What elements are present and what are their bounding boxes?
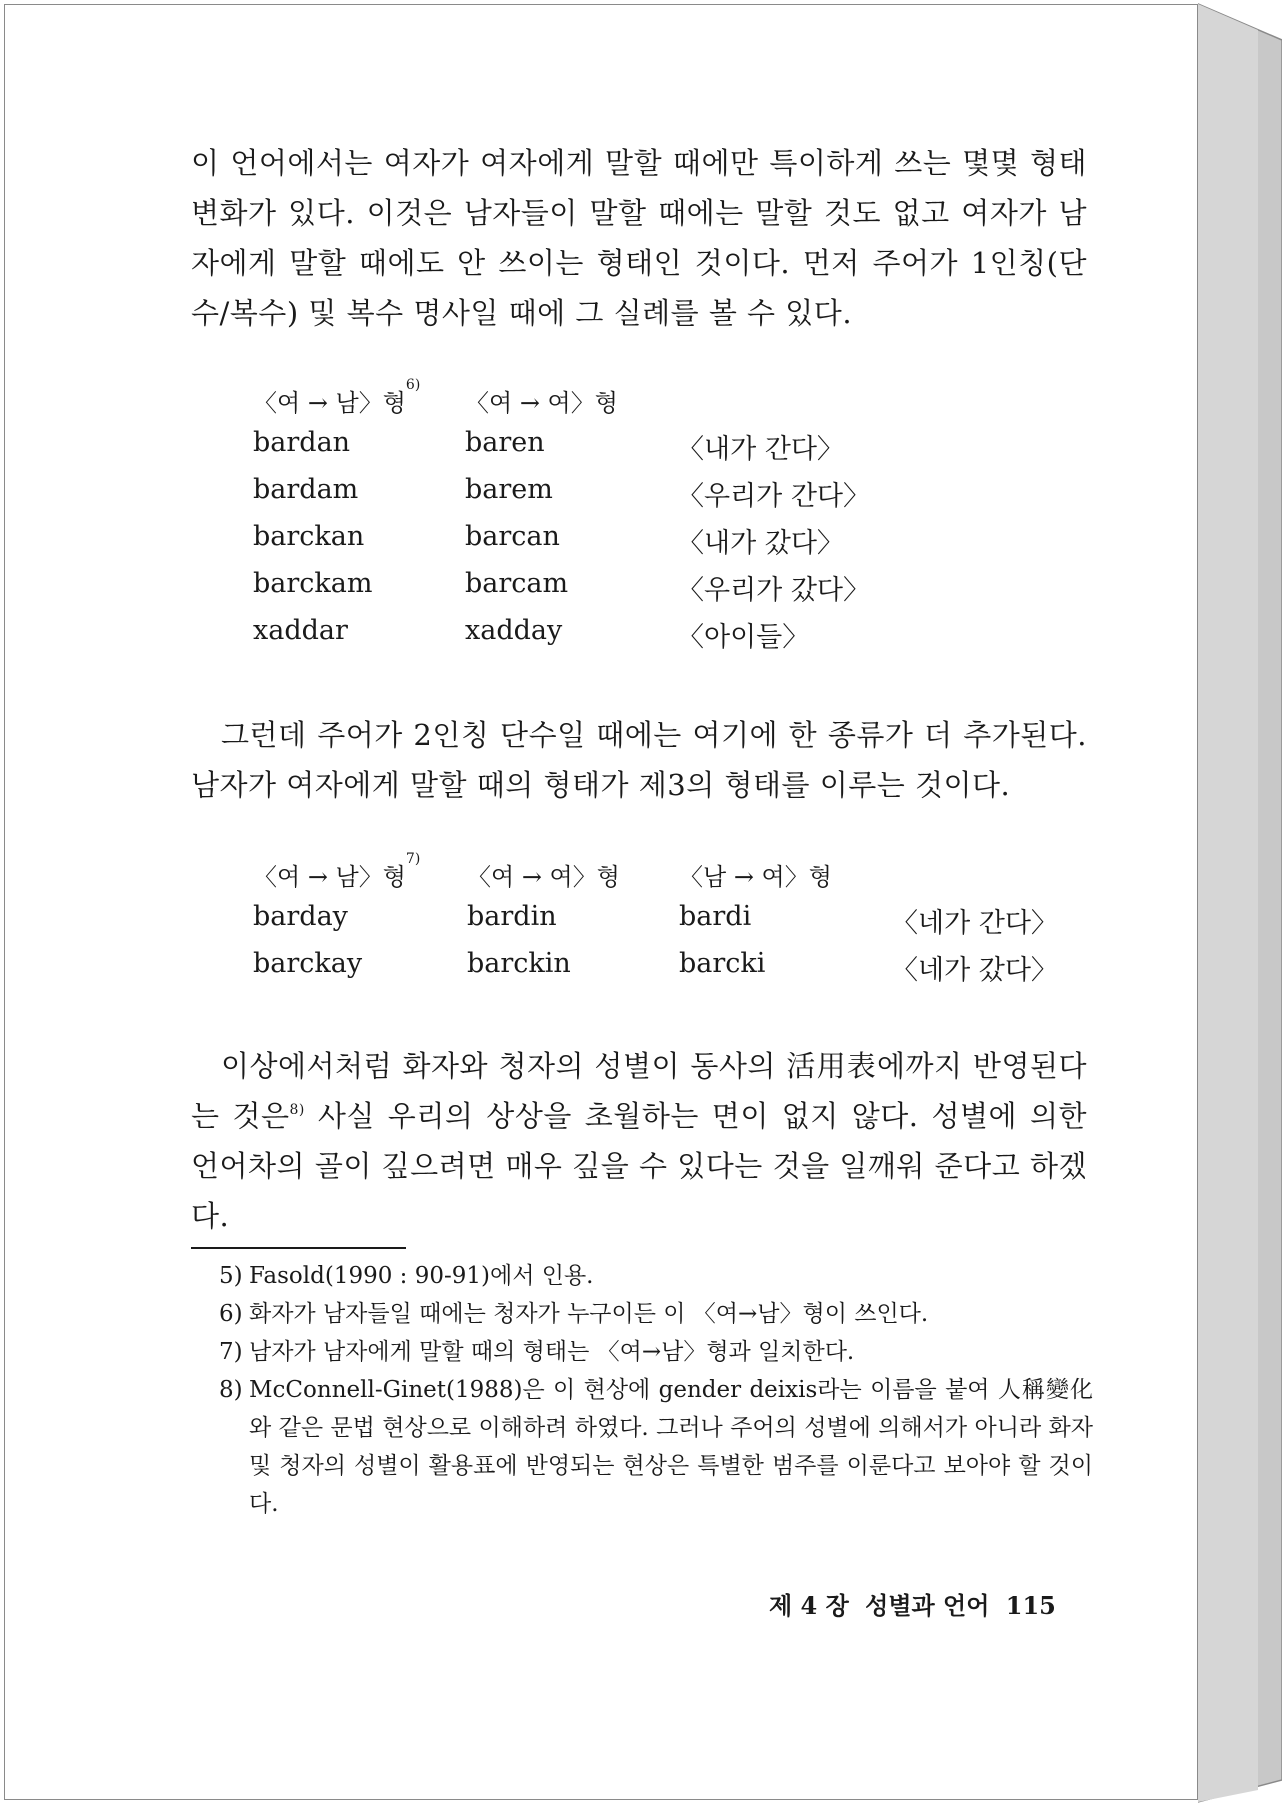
paragraph-3-text-before: 이상에서처럼 화자와 청자의 성별이 동사의 活用表에까지 반영된다는 것은 [191, 1049, 1087, 1133]
header-female-to-female: 〈여 → 여〉형 [465, 389, 618, 417]
gloss: 〈우리가 간다〉 [677, 481, 870, 512]
paragraph-3 [191, 1041, 1087, 1241]
footnote-text: Fasold(1990 : 90-91)에서 인용. [249, 1263, 594, 1289]
form-female-to-male: bardan [253, 427, 351, 458]
form-female-to-female: barcam [465, 568, 569, 599]
footnote-number: 8) [219, 1377, 243, 1403]
form-male-to-female: bardi [679, 901, 752, 932]
footnote-text: 남자가 남자에게 말할 때의 형태는 〈여→남〉형과 일치한다. [249, 1339, 855, 1365]
paragraph-2: 그런데 주어가 2인칭 단수일 때에는 여기에 한 종류가 더 추가된다. 남자가 여자에게 말할 때의 형태가 제3의 형태를 이루는 것이다. [191, 718, 1087, 802]
paragraph-3-text-after: 사실 우리의 상상을 초월하는 면이 없지 않다. 성별에 의한 언어차의 골이 깊으려면 매우 깊을 수 있다는 것을 일깨워 준다고 하겠다. [191, 1099, 1087, 1233]
header-female-to-male: 〈여 → 남〉형$^{6)}$ [253, 377, 421, 417]
form-male-to-female: barcki [679, 948, 766, 979]
gloss: 〈우리가 갔다〉 [677, 575, 870, 606]
form-female-to-male: bardam [253, 474, 359, 505]
header-female-to-female: 〈여 → 여〉형 [467, 863, 620, 891]
gloss: 〈내가 간다〉 [677, 434, 844, 465]
form-female-to-male: barday [253, 901, 348, 932]
footnote-number: 7) [219, 1339, 243, 1365]
page-number: 115 [1005, 1591, 1056, 1620]
form-female-to-male: barckam [253, 568, 373, 599]
header-male-to-female: 〈남 → 여〉형 [679, 863, 832, 891]
chapter-title: 성별과 언어 [865, 1591, 990, 1620]
page-footer [769, 1586, 1064, 1621]
book-page [4, 4, 1198, 1800]
form-female-to-female: barcan [465, 521, 560, 552]
footnote-7 [219, 1333, 1093, 1371]
footnote-number: 6) [219, 1301, 243, 1327]
footnote-5 [219, 1257, 1093, 1295]
form-female-to-female: baren [465, 427, 545, 458]
form-female-to-male: barckan [253, 521, 365, 552]
footnote-divider [191, 1247, 406, 1249]
footnote-ref-8: 8) [289, 1102, 305, 1118]
footnote-text: McConnell-Ginet(1988)은 이 현상에 gender deixis라는 이름을 붙여 人稱變化와 같은 문법 현상으로 이해하려 하였다. 그러나 주어의 성별에 의해서가 아니라 화자 및 청자의 성별이 활용표에 반영되는 현상은 특별한 범주를 이룬다고 보아야 할 것이다. [249, 1377, 1093, 1517]
gloss: 〈내가 갔다〉 [677, 528, 844, 559]
form-female-to-female: xadday [465, 615, 563, 646]
footnote-number: 5) [219, 1263, 243, 1289]
form-female-to-male: barckay [253, 948, 363, 979]
form-female-to-male: xaddar [253, 615, 348, 646]
form-female-to-female: barckin [467, 948, 571, 979]
footnote-6 [219, 1295, 1093, 1333]
footnote-ref-7: 7) [405, 851, 421, 867]
footnote-8 [219, 1371, 1093, 1523]
gloss: 〈네가 갔다〉 [891, 955, 1058, 986]
form-female-to-female: barem [465, 474, 553, 505]
book-spine [1198, 0, 1282, 1806]
paragraph-1: 이 언어에서는 여자가 여자에게 말할 때에만 특이하게 쓰는 몇몇 형태 변화가 있다. 이것은 남자들이 말할 때에는 말할 것도 없고 여자가 남자에게 말할 때에도 안 쓰이는 형태인 것이다. 먼저 주어가 1인칭(단수/복수) 및 복수 명사일 때에 그 실례를 볼 수 있다. [191, 146, 1087, 330]
form-female-to-female: bardin [467, 901, 557, 932]
footnotes [219, 1257, 1093, 1523]
gloss: 〈아이들〉 [677, 622, 810, 653]
header-female-to-male: 〈여 → 남〉형$^{7)}$ [253, 851, 421, 891]
footnote-ref-6: 6) [405, 377, 421, 393]
gloss: 〈네가 간다〉 [891, 908, 1058, 939]
footnote-text: 화자가 남자들일 때에는 청자가 누구이든 이 〈여→남〉형이 쓰인다. [249, 1301, 929, 1327]
chapter-label: 제 4 장 [769, 1591, 849, 1620]
